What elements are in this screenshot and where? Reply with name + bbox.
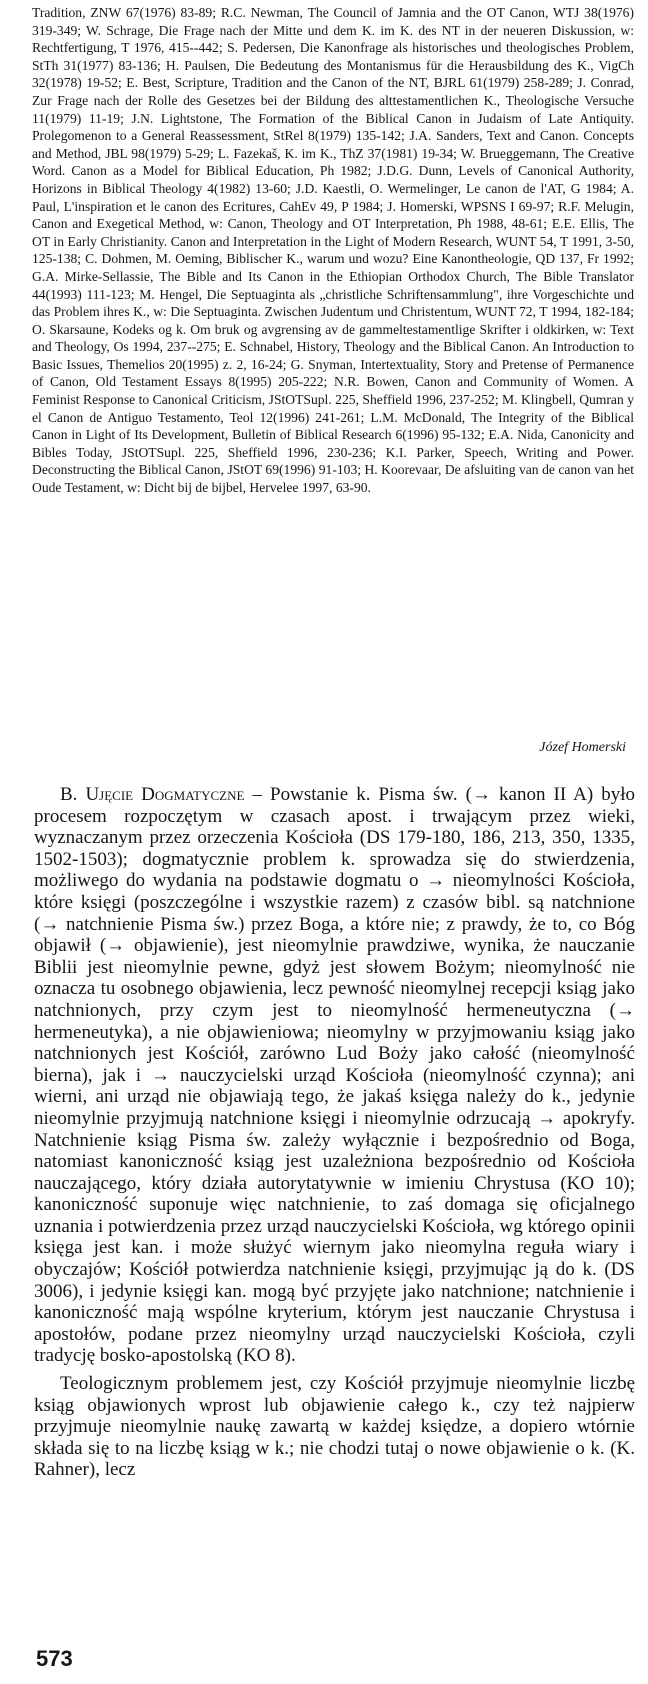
paragraph-1-text: – Powstanie k. Pisma św. (→ kanon II A) było procesem rozpoczętym w czasach apost. i trwającym przez wieki, wyznaczanym przez orzeczenia Kościoła (DS 179-180, 186, 213, 350, 1335, 1502-1503); dogmatycznie problem k. sprowadza się do stwierdzenia, możliwego do wydania na podstawie dogmatu o → nieomylności Kościoła, które księgi (poszczególne i wszystkie razem) z czasów bibl. są natchnione (→ natchnienie Pisma św.) przez Boga, a które nie; z prawdy, że to, co Bóg objawił (→ objawienie), jest nieomylnie prawdziwe, wynika, że nauczanie Biblii jest nieomylnie pewne, gdyż jest słowem Bożym; nieomylność nie oznacza tu osobnego objawienia, lecz pewność nieomylnej recepcji ksiąg jako natchnionych, przy czym jest to nieomylność hermeneutyczna (→ hermeneutyka), a nie objawieniowa; nieomylny w przyjmowaniu ksiąg jako natchnionych jest Kościół, zarówno Lud Boży jako całość (nieomylność bierna), jak i → nauczycielski urząd Kościoła (nieomylność czynna); ani wierni, ani urząd nie objawiają tego, że jakaś księga należy do k., jedynie nieomylnie przyjmują natchnione księgi i nieomylnie odrzucają → apokryfy. Natchnienie ksiąg Pisma św. zależy wyłącznie i bezpośrednio od Boga, natomiast kanoniczność ksiąg jest uzależniona bezpośrednio od Kościoła nauczającego, który działa autorytatywnie w imieniu Chrystusa (KO 10); kanoniczność suponuje więc natchnienie, to zaś domaga się oficjalnego uznania i potwierdzenia przez urząd nauczycielski Kościoła, wg którego opinii księga jest kan. i może służyć wiernym jako nieomylna reguła wiary i obyczajów; Kościół potwierdza natchnienie księgi, przyjmując ją do k. (DS 3006), i jedynie księgi kan. mogą być przyjęte jako natchnione; natchnienie i kanoniczność mają wspólne kryterium, którym jest nauczanie Chrystusa i apostołów, podane przez nieomylny urząd nauczycielski Kościoła, czyli tradycję bosko-apostolską (KO 8). bbox=[34, 784, 636, 1367]
author-signature: Józef Homerski bbox=[539, 740, 626, 755]
page-number: 573 bbox=[36, 1646, 73, 1671]
paragraph-theological-problem: Teologicznym problemem jest, czy Kościół przyjmuje nieomylnie liczbę ksiąg objawionych wprost lub objawienie całego k., czy też najpierw przyjmuje nieomylnie naukę zawartą w każdej księdze, a dopiero wtórnie składa się to na liczbę ksiąg w k.; nie chodzi tutaj o nowe objawienie o k. (K. Rahner), lecz bbox=[34, 1373, 635, 1481]
paragraph-dogmatic bbox=[34, 784, 635, 1367]
section-heading: B. Ujęcie Dogmatyczne bbox=[60, 784, 245, 805]
bibliography-block bbox=[32, 4, 634, 497]
main-text bbox=[34, 784, 635, 1481]
bibliography-text: Tradition, ZNW 67(1976) 83-89; R.C. Newman, The Council of Jamnia and the OT Canon, WTJ 38(1976) 319-349; W. Schrage, Die Frage nach der Mitte und dem K. im K. des NT in der neueren Diskussion, w: Rechtfertigung, T 1976, 415--442; S. Pedersen, Die Kanonfrage als historisches und theologisches Problem, StTh 31(1977) 83-136; H. Paulsen, Die Bedeutung des Montanismus für die Herausbildung des K., VigCh 32(1978) 19-52; E. Best, Scripture, Tradition and the Canon of the NT, BJRL 61(1979) 258-289; J. Conrad, Zur Frage nach der Rolle des Gesetzes bei der Bildung des alttestamentlichen K., Theologische Versuche 11(1979) 11-19; J.N. Lightstone, The Formation of the Biblical Canon in Judaism of Late Antiquity. Prolegomenon to a General Reassessment, StRel 8(1979) 135-142; J.A. Sanders, Text and Canon. Concepts and Method, JBL 98(1979) 5-29; L. Fazekaš, K. im K., ThZ 37(1981) 19-34; W. Brueggemann, The Creative Word. Canon as a Model for Biblical Education, Ph 1982; J.D.G. Dunn, Levels of Canonical Authority, Horizons in Biblical Theology 4(1982) 13-60; J.D. Kaestli, O. Wermelinger, Le canon de l'AT, G 1984; A. Paul, L'inspiration et le canon des Ecritures, CahEv 49, P 1984; J. Homerski, WPSNS I 69-97; R.F. Melugin, Canon and Exegetical Method, w: Canon, Theology and OT Interpretation, Ph 1988, 48-61; E.E. Ellis, The OT in Early Christianity. Canon and Interpretation in the Light of Modern Research, WUNT 54, T 1991, 3-50, 125-138; C. Dohmen, M. Oeming, Biblischer K., warum und wozu? Eine Kanontheologie, QD 137, Fr 1992; G.A. Mirke-Sellassie, The Bible and Its Canon in the Ethiopian Orthodox Church, The Bible Translator 44(1993) 111-123; M. Hengel, Die Septuaginta als „christliche Schriftensammlung", ihre Vorgeschichte und das Problem ihres K., w: Die Septuaginta. Zwischen Judentum und Christentum, WUNT 72, T 1994, 182-184; O. Skarsaune, Kodeks og k. Om bruk og avgrensing av de gammeltestamentlige Skrifter i oldkirken, w: Text and Theology, Os 1994, 237--275; E. Schnabel, History, Theology and the Biblical Canon. An Introduction to Basic Issues, Themelios 20(1995) z. 2, 16-24; G. Snyman, Intertextuality, Story and Pretense of Permanence of Canon, Old Testament Essays 8(1995) 205-222; N.R. Bowen, Canon and Community of Women. A Feminist Response to Canonical Criticism, JStOTSupl. 225, Sheffield 1996, 237-252; M. Klingbell, Qumran y el Canon de Antiguo Testamento, Teol 12(1996) 241-261; L.M. McDonald, The Integrity of the Biblical Canon in Light of Its Development, Bulletin of Biblical Research 6(1996) 95-132; E.A. Nida, Canonicity and Bibles Today, JStOTSupl. 225, Sheffield 1996, 230-236; K.I. Parker, Speech, Writing and Power. Deconstructing the Biblical Canon, JStOT 69(1996) 91-103; H. Koorevaar, De afsluiting van de canon van het Oude Testament, w: Dicht bij de bijbel, Hervelee 1997, 63-90. bbox=[32, 5, 634, 496]
